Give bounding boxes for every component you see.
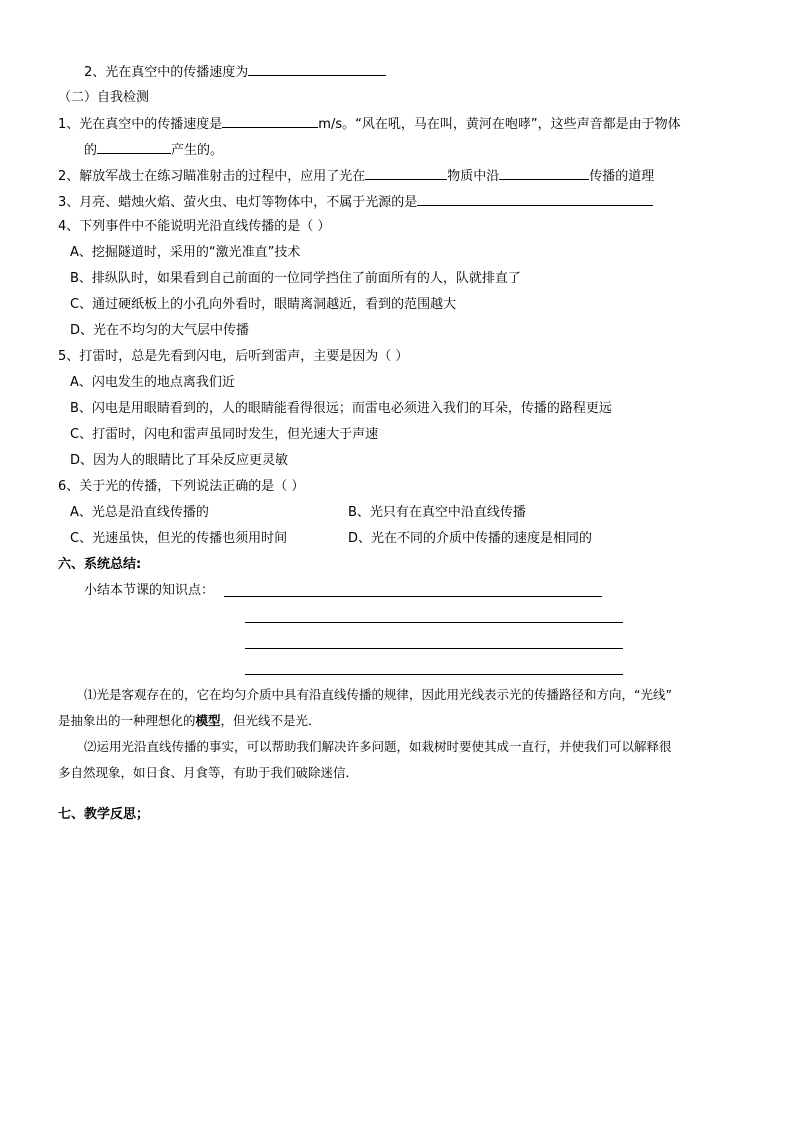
answer-blank[interactable]: [248, 62, 386, 76]
intro-question-2: [84, 62, 386, 82]
q4-option-c: C、通过硬纸板上的小孔向外看时，眼睛离洞越近，看到的范围越大: [70, 297, 457, 312]
q1-text-b: m/s。“风在吼，马在叫，黄河在咆哮”，这些声音都是由于物体: [318, 117, 681, 132]
q5-option-d: D、因为人的眼睛比了耳朵反应更灵敏: [70, 453, 289, 468]
summary-answer-line[interactable]: [245, 674, 623, 675]
self-check-q1: [58, 114, 681, 134]
q5-option-b: B、闪电是用眼睛看到的，人的眼睛能看得很远；而雷电必须进入我们的耳朵，传播的路程更远: [70, 401, 612, 416]
summary-heading: 六、系统总结:: [58, 557, 142, 572]
summary-prompt: [84, 582, 214, 600]
p1-text-c: ，但光线不是光．: [220, 713, 321, 728]
q6-option-c: C、光速虽快，但光的传播也须用时间: [70, 531, 288, 546]
self-check-heading: （二）自我检测: [58, 90, 150, 105]
q6-option-a: A、光总是沿直线传播的: [70, 505, 209, 520]
p1-bold-model: 模型: [195, 713, 221, 728]
q4-option-d: D、光在不均匀的大气层中传播: [70, 323, 250, 338]
summary-answer-line[interactable]: [245, 622, 623, 623]
answer-blank[interactable]: [417, 192, 653, 206]
reflection-heading: 七、教学反思；: [58, 807, 150, 822]
self-check-q5: 5、打雷时，总是先看到闪电，后听到雷声，主要是因为（ ）: [58, 349, 409, 364]
q6-option-d: D、光在不同的介质中传播的速度是相同的: [348, 531, 593, 546]
summary-paragraph-1-line2: [58, 712, 321, 730]
self-check-q4: 4、下列事件中不能说明光沿直线传播的是（ ）: [58, 219, 331, 234]
q1-text-d: 产生的。: [171, 143, 224, 158]
self-check-q6: 6、关于光的传播，下列说法正确的是（ ）: [58, 479, 305, 494]
q3-text: 3、月亮、蜡烛火焰、萤火虫、电灯等物体中，不属于光源的是: [58, 195, 418, 210]
q4-option-b: B、排纵队时，如果看到自己前面的一位同学挡住了前面所有的人，队就排直了: [70, 271, 521, 286]
intro-q2-text: 2、光在真空中的传播速度为: [84, 65, 249, 80]
q2-text-a: 2、解放军战士在练习瞄准射击的过程中，应用了光在: [58, 169, 366, 184]
summary-paragraph-2-line1: ⑵运用光沿直线传播的事实，可以帮助我们解决许多问题，如栽树时要使其成一直行，并使我们可以解释很: [84, 739, 672, 754]
answer-blank[interactable]: [365, 166, 447, 180]
self-check-q1-cont: [84, 140, 223, 160]
answer-blank[interactable]: [97, 140, 171, 154]
q6-option-b: B、光只有在真空中沿直线传播: [348, 505, 526, 520]
summary-answer-line[interactable]: [245, 648, 623, 649]
q5-option-a: A、闪电发生的地点离我们近: [70, 375, 235, 390]
self-check-q2: [58, 166, 654, 186]
q4-option-a: A、挖掘隧道时，采用的“激光准直”技术: [70, 245, 301, 260]
summary-answer-line[interactable]: [224, 596, 602, 597]
answer-blank[interactable]: [499, 166, 589, 180]
q2-text-c: 传播的道理: [589, 169, 655, 184]
self-check-q3: [58, 192, 653, 212]
summary-paragraph-1-line1: ⑴光是客观存在的，它在均匀介质中具有沿直线传播的规律，因此用光线表示光的传播路径和方向，“光线”: [84, 687, 672, 702]
q5-option-c: C、打雷时，闪电和雷声虽同时发生，但光速大于声速: [70, 427, 379, 442]
q1-text-a: 1、光在真空中的传播速度是: [58, 117, 223, 132]
q2-text-b: 物质中沿: [447, 169, 500, 184]
q1-text-c: 的: [84, 143, 98, 158]
answer-blank[interactable]: [222, 114, 318, 128]
summary-paragraph-2-line2: 多自然现象，如日食、月食等，有助于我们破除迷信．: [58, 765, 359, 780]
summary-prompt-text: 小结本节课的知识点：: [84, 583, 215, 598]
p1-text-b: 是抽象出的一种理想化的: [58, 713, 196, 728]
